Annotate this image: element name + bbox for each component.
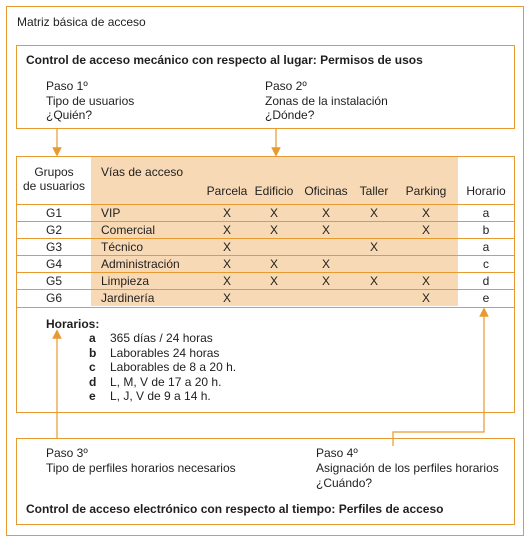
table-cell-mark: X	[321, 274, 330, 288]
table-row-group: G4	[45, 257, 62, 271]
table-row-group: G6	[45, 291, 62, 305]
step3-line1: Tipo de perfiles horarios necesarios	[46, 461, 236, 475]
step4-title: Paso 4º	[316, 446, 358, 460]
table-cell-mark: X	[321, 223, 330, 237]
table-row-group: G1	[45, 206, 62, 220]
horario-key: e	[89, 389, 96, 403]
table-cell-mark: X	[421, 206, 430, 220]
table-cell-mark: X	[222, 206, 231, 220]
arrow-step4-connector	[393, 312, 484, 446]
table-cell-mark: X	[421, 223, 430, 237]
table-cell-mark: X	[269, 223, 278, 237]
table-cell-mark: X	[269, 274, 278, 288]
horario-header: Horario	[466, 184, 506, 198]
horario-text: L, J, V de 9 a 14 h.	[110, 389, 211, 403]
table-row-horario: e	[482, 291, 490, 305]
step2-title: Paso 2º	[265, 79, 307, 93]
table-row-group: G5	[45, 274, 62, 288]
table-cell-mark: X	[222, 274, 231, 288]
column-header-taller: Taller	[359, 184, 389, 198]
table-row-horario: c	[483, 257, 489, 271]
table-cell-mark: X	[369, 206, 378, 220]
table-row-horario: d	[482, 274, 490, 288]
horario-key: d	[89, 374, 97, 389]
groups-header-line2: de usuarios	[22, 179, 86, 193]
horarios-title: Horarios:	[46, 317, 100, 331]
table-cell-mark: X	[222, 240, 231, 254]
bottom-box-heading: Control de acceso electrónico con respecto al tiempo: Perfiles de acceso	[26, 502, 444, 516]
step2-line1: Zonas de la instalación	[265, 94, 388, 108]
table-cell-mark: X	[269, 257, 278, 271]
step3-title: Paso 3º	[46, 446, 88, 460]
horario-text: 365 días / 24 horas	[110, 331, 213, 345]
table-row-via: Técnico	[101, 240, 144, 254]
table-cell-mark: X	[321, 257, 330, 271]
table-cell-mark: X	[369, 240, 378, 254]
table-row-group: G3	[45, 240, 62, 254]
step1-line1: Tipo de usuarios	[46, 94, 135, 108]
groups-header-line1: Grupos	[34, 165, 74, 179]
step1-line2: ¿Quién?	[46, 108, 93, 122]
table-cell-mark: X	[222, 257, 231, 271]
table-row-horario: b	[482, 223, 490, 237]
top-box-heading: Control de acceso mecánico con respecto al lugar: Permisos de usos	[26, 53, 423, 67]
table-cell-mark: X	[222, 223, 231, 237]
horario-text: L, M, V de 17 a 20 h.	[110, 374, 222, 389]
table-cell-mark: X	[369, 274, 378, 288]
table-row-via: Limpieza	[101, 274, 150, 288]
table-cell-mark: X	[421, 274, 430, 288]
table-cell-mark: X	[269, 206, 278, 220]
table-row-group: G2	[45, 223, 62, 237]
horario-key: c	[89, 360, 96, 374]
vias-header: Vías de acceso	[101, 165, 184, 179]
table-row-via: Jardinería	[101, 291, 155, 305]
column-header-parcela: Parcela	[206, 184, 248, 198]
diagram-title: Matriz básica de acceso	[17, 15, 146, 29]
column-header-edificio: Edificio	[254, 184, 294, 198]
step1-title: Paso 1º	[46, 79, 88, 93]
table-cell-mark: X	[321, 206, 330, 220]
horario-key: b	[89, 345, 97, 360]
table-row-horario: a	[482, 206, 490, 220]
horario-text: Laborables 24 horas	[110, 345, 220, 360]
table-cell-mark: X	[222, 291, 231, 305]
step4-line1: Asignación de los perfiles horarios	[316, 461, 499, 475]
step4-line2: ¿Cuándo?	[316, 476, 373, 490]
table-row-horario: a	[482, 240, 490, 254]
table-cell-mark: X	[421, 291, 430, 305]
table-row-via: VIP	[101, 206, 121, 220]
table-row-via: Comercial	[101, 223, 156, 237]
horario-text: Laborables de 8 a 20 h.	[110, 360, 237, 374]
horario-key: a	[89, 331, 96, 345]
column-header-parking: Parking	[405, 184, 447, 198]
table-row-via: Administración	[101, 257, 180, 271]
column-header-oficinas: Oficinas	[304, 184, 348, 198]
step2-line2: ¿Dónde?	[265, 108, 315, 122]
